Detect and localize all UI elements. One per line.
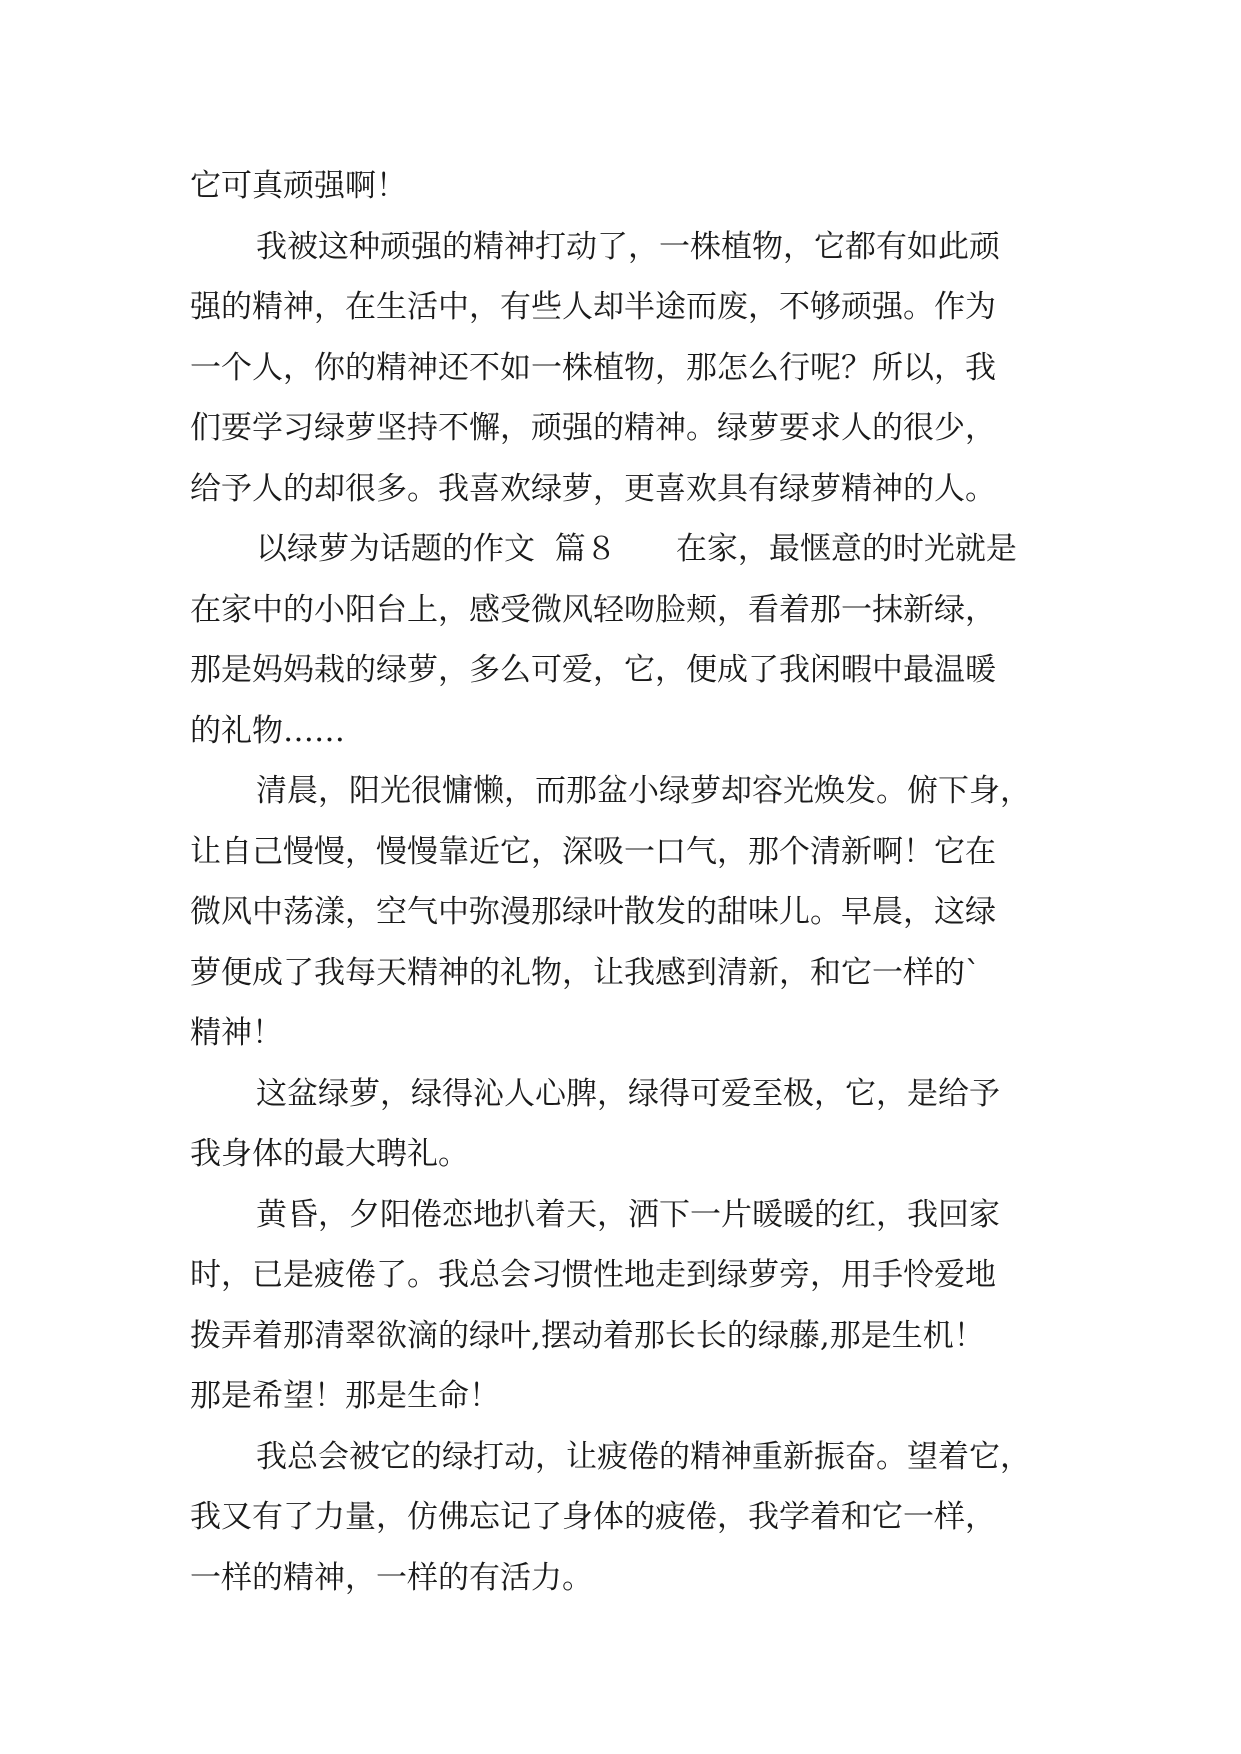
paragraph-start-line: 我总会被它的绿打动，让疲倦的精神重新振奋。望着它，	[256, 1438, 1031, 1475]
text-line: 让自己慢慢，慢慢靠近它，深吸一口气，那个清新啊！它在	[190, 833, 996, 870]
text-line: 一样的精神，一样的有活力。	[190, 1559, 593, 1596]
text-line: 微风中荡漾，空气中弥漫那绿叶散发的甜味儿。早晨，这绿	[190, 894, 996, 930]
text-line: 强的精神，在生活中，有些人却半途而废，不够顽强。作为	[190, 289, 996, 325]
text-line: 时，已是疲倦了。我总会习惯性地走到绿萝旁，用手怜爱地	[190, 1257, 996, 1293]
essay-section-heading-line: 以绿萝为话题的作文 篇８ 在家，最惬意的时光就是	[256, 531, 1017, 567]
text-line: 那是妈妈栽的绿萝，多么可爱，它，便成了我闲暇中最温暖	[190, 652, 996, 688]
paragraph-start-line: 我被这种顽强的精神打动了，一株植物，它都有如此顽	[256, 228, 1000, 265]
text-line: 那是希望！那是生命！	[190, 1378, 500, 1414]
text-line: 的礼物……	[190, 712, 345, 749]
text-line: 萝便成了我每天精神的礼物，让我感到清新，和它一样的`	[190, 954, 981, 991]
text-line: 一个人，你的精神还不如一株植物，那怎么行呢？所以，我	[190, 349, 996, 386]
text-line: 它可真顽强啊！	[190, 168, 407, 204]
text-line: 精神！	[190, 1015, 283, 1051]
paragraph-start-line: 黄昏，夕阳倦恋地扒着天，洒下一片暖暖的红，我回家	[256, 1196, 1000, 1233]
text-line: 我又有了力量，仿佛忘记了身体的疲倦，我学着和它一样，	[190, 1499, 996, 1535]
text-line: 们要学习绿萝坚持不懈，顽强的精神。绿萝要求人的很少，	[190, 410, 996, 446]
text-line: 给予人的却很多。我喜欢绿萝，更喜欢具有绿萝精神的人。	[190, 470, 996, 507]
text-line: 在家中的小阳台上，感受微风轻吻脸颊，看着那一抹新绿，	[190, 591, 996, 628]
text-line: 我身体的最大聘礼。	[190, 1136, 469, 1172]
text-line: 拨弄着那清翠欲滴的绿叶,摆动着那长长的绿藤,那是生机！	[190, 1317, 985, 1354]
paragraph-start-line: 这盆绿萝，绿得沁人心脾，绿得可爱至极，它，是给予	[256, 1075, 1000, 1112]
essay-body	[190, 156, 1070, 1608]
paragraph-start-line: 清晨，阳光很慵懒，而那盆小绿萝却容光焕发。俯下身，	[256, 773, 1031, 809]
